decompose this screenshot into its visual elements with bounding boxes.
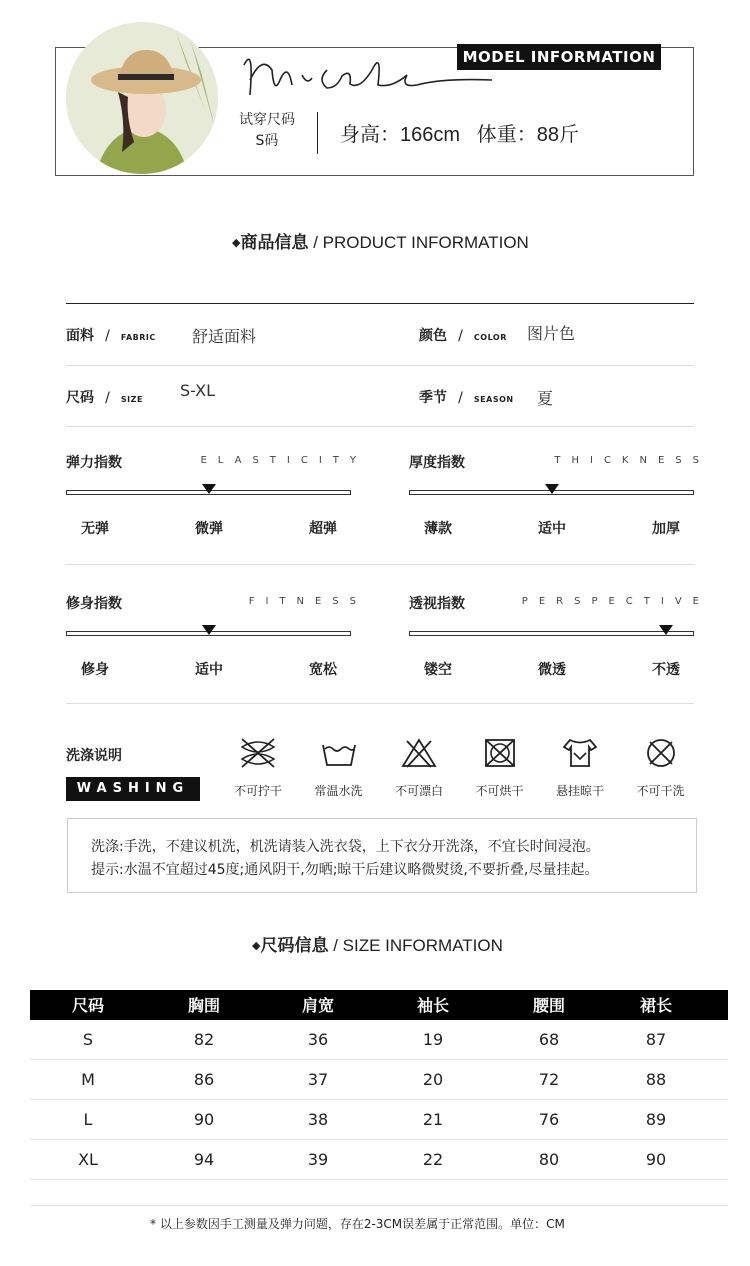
table-header-cell: 腰围 bbox=[532, 996, 565, 1015]
table-cell: 80 bbox=[538, 1150, 560, 1169]
wash-note-2: 提示:水温不宜超过45度;通风阴干,勿晒;晾干后建议略微熨烫,不要折叠,尽量挂起。 bbox=[91, 862, 599, 878]
table-cell: 90 bbox=[193, 1110, 215, 1129]
season-row: 季节 / SEASON bbox=[419, 390, 514, 406]
table-row-divider bbox=[30, 1139, 728, 1140]
color-value: 图片色 bbox=[527, 324, 576, 343]
fabric-en: FABRIC bbox=[120, 333, 156, 342]
fabric-label: 面料 bbox=[66, 328, 94, 344]
table-header-cell: 裙长 bbox=[639, 996, 672, 1015]
try-size bbox=[234, 110, 300, 152]
perspective-tick-label: 不透 bbox=[652, 662, 680, 678]
table-row-divider bbox=[30, 1099, 728, 1100]
table-cell: 76 bbox=[538, 1110, 560, 1129]
table-cell: 38 bbox=[307, 1110, 329, 1129]
try-size-label: 试穿尺码 bbox=[239, 112, 295, 128]
table-row-divider bbox=[30, 1179, 728, 1180]
table-cell: L bbox=[83, 1110, 93, 1129]
model-info-tag: MODEL INFORMATION bbox=[457, 44, 661, 70]
size-value: S-XL bbox=[180, 381, 216, 400]
color-en: COLOR bbox=[473, 333, 507, 342]
title-en: / PRODUCT INFORMATION bbox=[308, 233, 529, 252]
divider bbox=[66, 303, 694, 304]
no-bleach-icon bbox=[399, 737, 439, 773]
fabric-value: 舒适面料 bbox=[192, 327, 257, 346]
title-diamond: ◆ bbox=[232, 237, 241, 249]
divider bbox=[66, 703, 694, 704]
wash-label: 不可拧干 bbox=[233, 784, 282, 798]
hang-dry-icon bbox=[560, 737, 600, 773]
table-cell: 86 bbox=[193, 1070, 215, 1089]
perspective-tick-label: 微透 bbox=[538, 662, 566, 678]
height-weight: 身高：166cm 体重：88斤 bbox=[340, 124, 579, 146]
divider bbox=[66, 365, 694, 366]
season-en: SEASON bbox=[473, 395, 514, 404]
season-label: 季节 bbox=[419, 390, 447, 406]
size-label: 尺码 bbox=[66, 390, 94, 406]
table-cell: 37 bbox=[307, 1070, 329, 1089]
elasticity-tick-label: 微弹 bbox=[195, 521, 223, 537]
table-cell: 39 bbox=[307, 1150, 329, 1169]
table-cell: 19 bbox=[422, 1030, 444, 1049]
try-size-value: S码 bbox=[255, 133, 279, 149]
table-row-divider bbox=[30, 1059, 728, 1060]
no-wring-icon bbox=[238, 737, 278, 773]
perspective-index-title: 透视指数 bbox=[409, 596, 465, 612]
table-header-cell: 袖长 bbox=[416, 996, 449, 1015]
title-cn: 尺码信息 bbox=[260, 936, 329, 955]
table-cell: 21 bbox=[422, 1110, 444, 1129]
table-header-cell: 肩宽 bbox=[301, 996, 334, 1015]
table-cell: 36 bbox=[307, 1030, 329, 1049]
season-value: 夏 bbox=[537, 389, 554, 408]
elasticity-scale-marker bbox=[202, 484, 216, 494]
normal-wash-icon bbox=[319, 737, 359, 773]
elasticity-index-en: ELASTICITY bbox=[200, 455, 367, 466]
washing-en-badge: WASHING bbox=[66, 777, 200, 801]
table-header-cell: 尺码 bbox=[71, 996, 104, 1015]
divider bbox=[66, 564, 694, 565]
size-row: 尺码 / SIZE bbox=[66, 390, 143, 406]
fitness-index-title: 修身指数 bbox=[66, 596, 122, 612]
washing-title: 洗涤说明 bbox=[66, 748, 122, 764]
elasticity-index-title: 弹力指数 bbox=[66, 455, 122, 471]
table-cell: XL bbox=[78, 1150, 98, 1169]
model-avatar bbox=[66, 22, 218, 174]
thickness-tick-label: 加厚 bbox=[652, 521, 680, 537]
wash-label: 不可干洗 bbox=[636, 784, 685, 798]
table-cell: 90 bbox=[645, 1150, 667, 1169]
perspective-scale-marker bbox=[659, 625, 673, 635]
color-label: 颜色 bbox=[419, 328, 447, 344]
thickness-scale-marker bbox=[545, 484, 559, 494]
fitness-index-en: FITNESS bbox=[248, 596, 367, 607]
perspective-tick-label: 镂空 bbox=[424, 662, 452, 678]
no-tumble-dry-icon bbox=[480, 737, 520, 773]
fabric-row: 面料 / FABRIC bbox=[66, 328, 156, 344]
title-diamond: ◆ bbox=[252, 940, 261, 952]
table-cell: 89 bbox=[645, 1110, 667, 1129]
table-cell: 20 bbox=[422, 1070, 444, 1089]
divider bbox=[66, 426, 694, 427]
table-cell: 94 bbox=[193, 1150, 215, 1169]
table-cell: 87 bbox=[645, 1030, 667, 1049]
table-header-cell: 胸围 bbox=[187, 996, 220, 1015]
table-cell: 22 bbox=[422, 1150, 444, 1169]
table-row-divider bbox=[30, 1205, 728, 1206]
perspective-scale-bar bbox=[409, 631, 694, 636]
svg-text:Nicole: Nicole bbox=[292, 106, 296, 107]
thickness-tick-label: 薄款 bbox=[424, 521, 452, 537]
thickness-index-en: THICKNESS bbox=[554, 455, 710, 466]
table-cell: 88 bbox=[645, 1070, 667, 1089]
color-row: 颜色 / COLOR bbox=[419, 328, 507, 344]
wash-label: 悬挂晾干 bbox=[555, 784, 604, 798]
wash-label: 不可烘干 bbox=[475, 784, 524, 798]
thickness-tick-label: 适中 bbox=[538, 521, 566, 537]
fitness-tick-label: 宽松 bbox=[309, 662, 337, 678]
wash-label: 常温水洗 bbox=[314, 784, 363, 798]
title-en: / SIZE INFORMATION bbox=[328, 936, 503, 955]
perspective-index-en: PERSPECTIVE bbox=[521, 596, 710, 607]
size-section-title bbox=[252, 931, 503, 956]
fitness-tick-label: 适中 bbox=[195, 662, 223, 678]
table-cell: 72 bbox=[538, 1070, 560, 1089]
table-cell: 82 bbox=[193, 1030, 215, 1049]
thickness-index-title: 厚度指数 bbox=[409, 455, 465, 471]
no-dry-clean-icon bbox=[641, 737, 681, 773]
wash-note-1: 洗涤:手洗，不建议机洗，机洗请装入洗衣袋，上下衣分开洗涤，不宜长时间浸泡。 bbox=[91, 839, 600, 855]
table-cell: M bbox=[81, 1070, 95, 1089]
divider bbox=[317, 112, 318, 154]
product-section-title bbox=[232, 228, 529, 253]
wash-label: 不可漂白 bbox=[394, 784, 443, 798]
elasticity-tick-label: 无弹 bbox=[81, 521, 109, 537]
table-cell: 68 bbox=[538, 1030, 560, 1049]
fitness-scale-marker bbox=[202, 625, 216, 635]
table-cell: S bbox=[82, 1030, 94, 1049]
title-cn: 商品信息 bbox=[240, 233, 309, 252]
elasticity-tick-label: 超弹 bbox=[309, 521, 337, 537]
size-footnote: * 以上参数因手工测量及弹力问题，存在2-3CM误差属于正常范围。单位：CM bbox=[150, 1217, 565, 1231]
fitness-tick-label: 修身 bbox=[81, 662, 109, 678]
size-en: SIZE bbox=[120, 395, 143, 404]
